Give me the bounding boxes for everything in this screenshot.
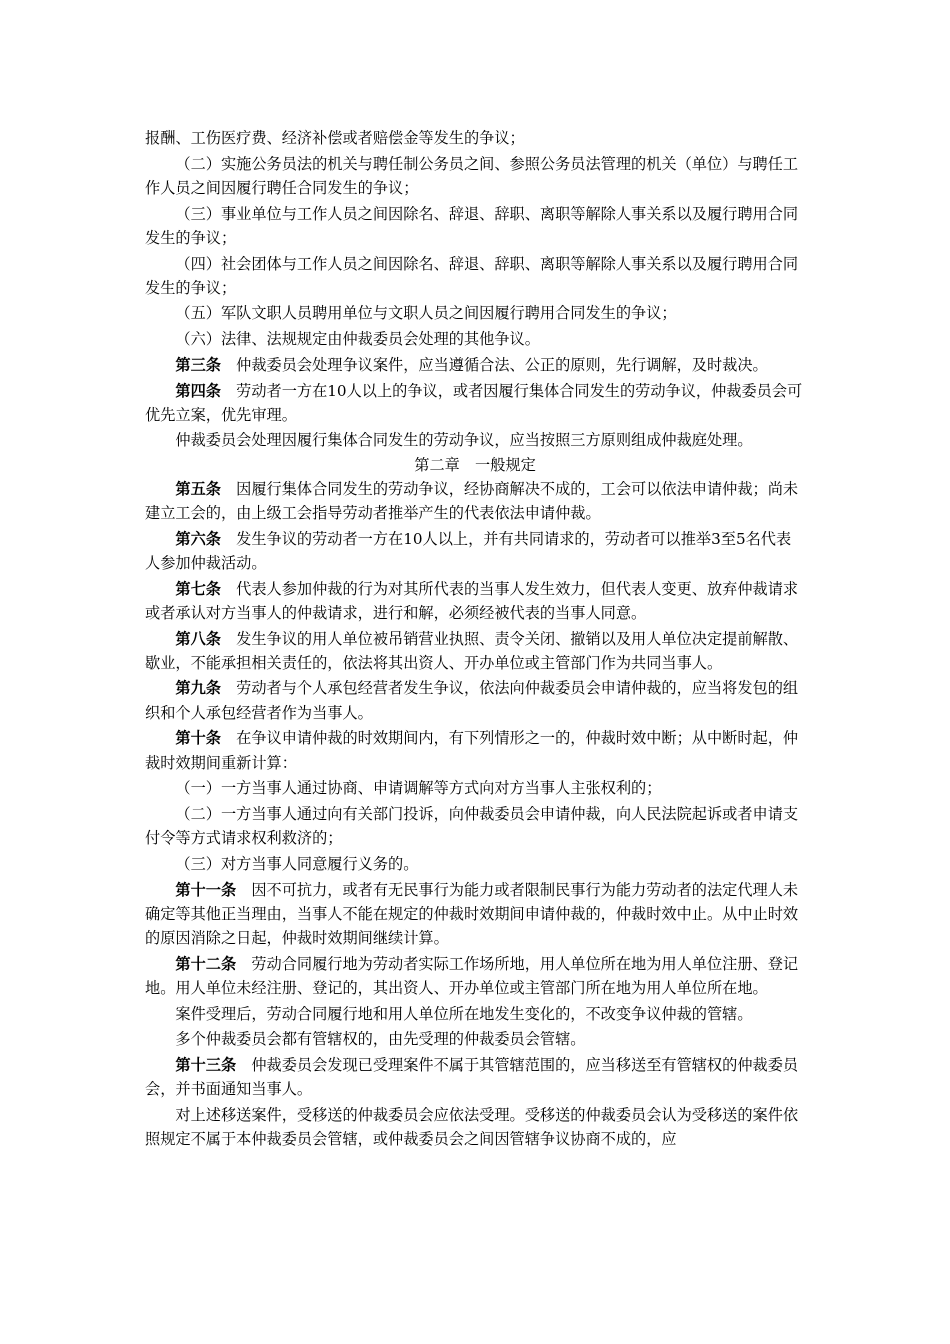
paragraph: 案件受理后，劳动合同履行地和用人单位所在地发生变化的，不改变争议仲裁的管辖。 xyxy=(175,1004,753,1023)
article-paragraph: 第十一条 因不可抗力，或者有无民事行为能力或者限制民事行为能力劳动者的法定代理人未确定等其他正当理由，当事人不能在规定的仲裁时效期间申请仲裁的，仲裁时效中止。从中止时效的原因消除之日起，仲裁时效期间继续计算。 xyxy=(145,880,799,947)
article-number: 第五条 xyxy=(175,479,221,498)
paragraph: 报酬、工伤医疗费、经济补偿或者赔偿金等发生的争议； xyxy=(145,129,525,147)
article-number: 第十三条 xyxy=(175,1056,237,1075)
chapter-heading: 第二章 一般规定 xyxy=(414,455,536,474)
paragraph: （六）法律、法规规定由仲裁委员会处理的其他争议。 xyxy=(175,330,540,349)
article-number: 第四条 xyxy=(175,381,221,400)
paragraph: （二）一方当事人通过向有关部门投诉，向仲裁委员会申请仲裁，向人民法院起诉或者申请支付令等方式请求权利救济的； xyxy=(145,804,799,848)
article-number: 第六条 xyxy=(175,529,221,548)
paragraph: 多个仲裁委员会都有管辖权的，由先受理的仲裁委员会管辖。 xyxy=(175,1030,586,1049)
paragraph: （五）军队文职人员聘用单位与文职人员之间因履行聘用合同发生的争议； xyxy=(175,304,677,323)
article-number: 第十一条 xyxy=(175,880,237,899)
article-paragraph: 第八条 发生争议的用人单位被吊销营业执照、责令关闭、撤销以及用人单位决定提前解散、歇业，不能承担相关责任的，依法将其出资人、开办单位或主管部门作为共同当事人。 xyxy=(145,629,799,672)
article-paragraph: 第五条 因履行集体合同发生的劳动争议，经协商解决不成的，工会可以依法申请仲裁；尚未建立工会的，由上级工会指导劳动者推举产生的代表依法申请仲裁。 xyxy=(145,479,799,523)
article-paragraph: 第四条 劳动者一方在10人以上的争议，或者因履行集体合同发生的劳动争议，仲裁委员会可优先立案，优先审理。 xyxy=(145,381,803,424)
paragraph: 仲裁委员会处理因履行集体合同发生的劳动争议，应当按照三方原则组成仲裁庭处理。 xyxy=(175,431,753,450)
article-paragraph: 第六条 发生争议的劳动者一方在10人以上，并有共同请求的，劳动者可以推举3至5名代表人参加仲裁活动。 xyxy=(145,529,792,572)
article-number: 第八条 xyxy=(175,629,221,648)
article-paragraph: 第七条 代表人参加仲裁的行为对其所代表的当事人发生效力，但代表人变更、放弃仲裁请求或者承认对方当事人的仲裁请求，进行和解，必须经被代表的当事人同意。 xyxy=(145,579,799,622)
article-number: 第三条 xyxy=(175,355,221,374)
paragraph: （三）对方当事人同意履行义务的。 xyxy=(175,854,419,873)
paragraph: （一）一方当事人通过协商、申请调解等方式向对方当事人主张权利的； xyxy=(175,779,662,798)
paragraph: （四）社会团体与工作人员之间因除名、辞退、辞职、离职等解除人事关系以及履行聘用合同发生的争议； xyxy=(145,254,799,297)
article-number: 第十二条 xyxy=(175,954,237,973)
paragraph: （三）事业单位与工作人员之间因除名、辞退、辞职、离职等解除人事关系以及履行聘用合同发生的争议； xyxy=(145,204,799,247)
article-paragraph: 第十三条 仲裁委员会发现已受理案件不属于其管辖范围的，应当移送至有管辖权的仲裁委员会，并书面通知当事人。 xyxy=(145,1056,799,1099)
paragraph: （二）实施公务员法的机关与聘任制公务员之间、参照公务员法管理的机关（单位）与聘任工作人员之间因履行聘任合同发生的争议； xyxy=(145,154,799,197)
article-number: 第十条 xyxy=(175,729,221,748)
article-paragraph: 第三条 仲裁委员会处理争议案件，应当遵循合法、公正的原则，先行调解，及时裁决。 xyxy=(175,355,768,374)
article-number: 第七条 xyxy=(175,579,221,598)
article-paragraph: 第十二条 劳动合同履行地为劳动者实际工作场所地，用人单位所在地为用人单位注册、登记地。用人单位未经注册、登记的，其出资人、开办单位或主管部门所在地为用人单位所在地。 xyxy=(145,954,799,997)
article-paragraph: 第九条 劳动者与个人承包经营者发生争议，依法向仲裁委员会申请仲裁的，应当将发包的组织和个人承包经营者作为当事人。 xyxy=(145,679,799,722)
paragraph: 对上述移送案件，受移送的仲裁委员会应依法受理。受移送的仲裁委员会认为受移送的案件依照规定不属于本仲裁委员会管辖，或仲裁委员会之间因管辖争议协商不成的，应 xyxy=(145,1105,799,1149)
article-paragraph: 第十条 在争议申请仲裁的时效期间内，有下列情形之一的，仲裁时效中断；从中断时起，仲裁时效期间重新计算： xyxy=(145,729,799,772)
article-number: 第九条 xyxy=(175,679,221,698)
